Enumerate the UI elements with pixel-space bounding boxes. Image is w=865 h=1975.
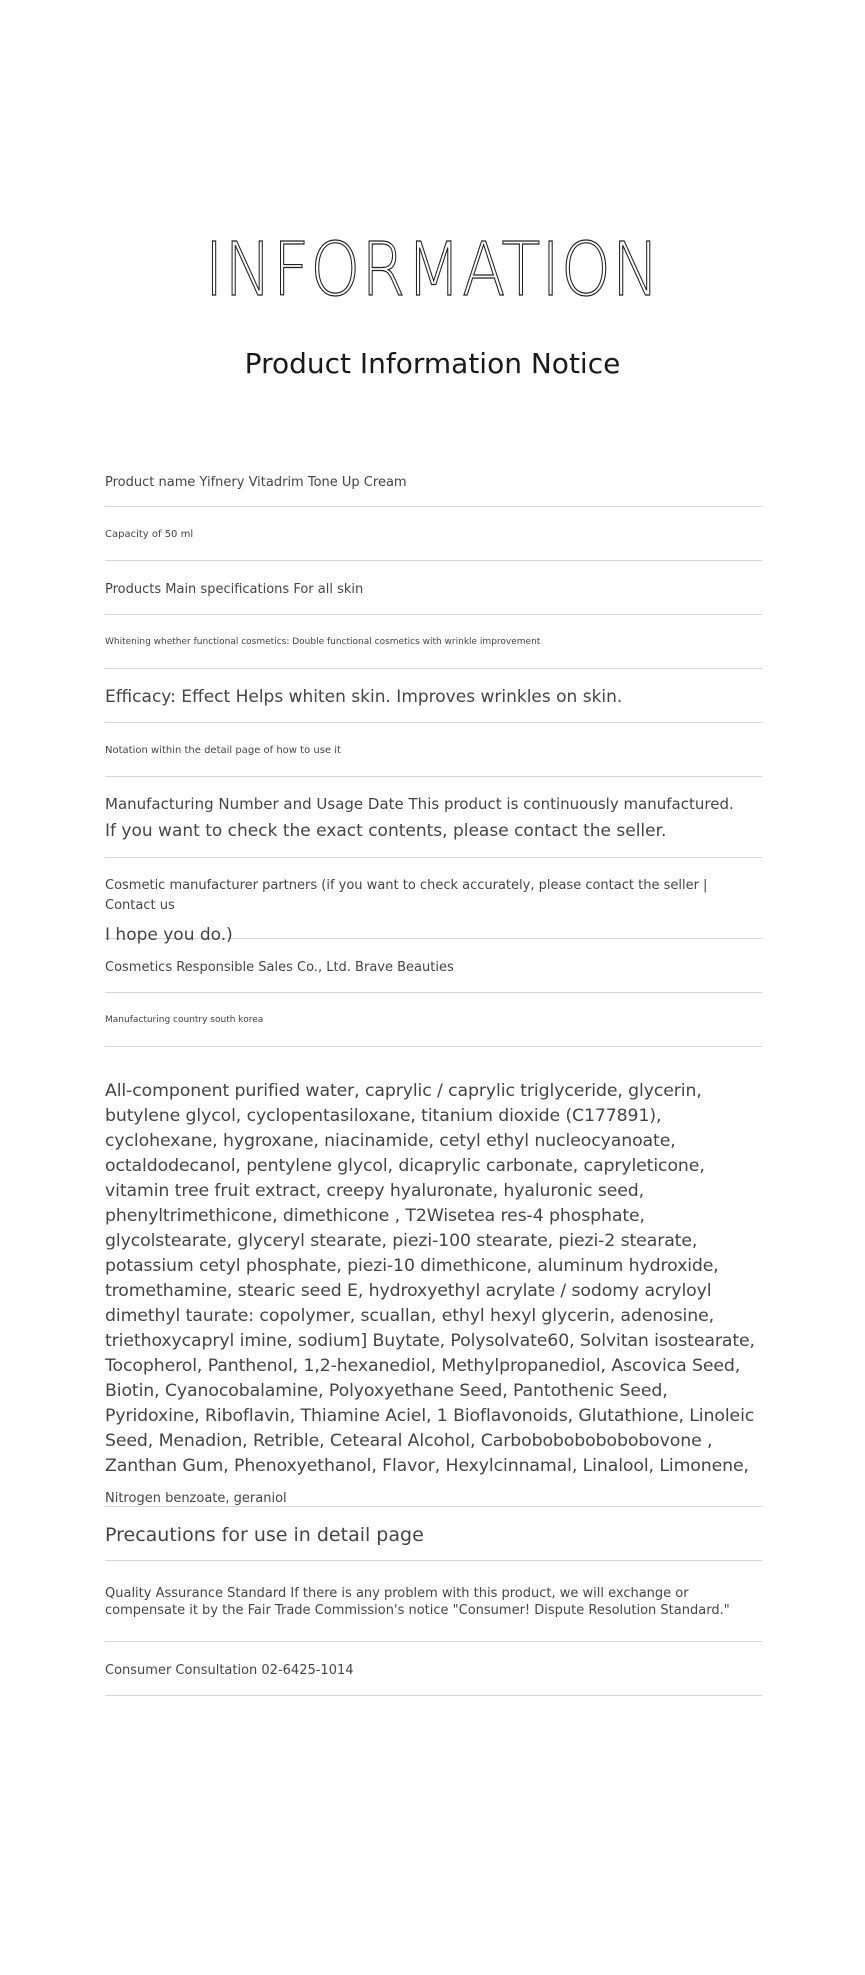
efficacy-text: Efficacy: Effect Helps whiten skin. Improves wrinkles on skin. [105, 687, 623, 707]
quality-text: Quality Assurance Standard If there is any problem with this product, we will exchange or compensate it by the Fair Trade Commission's notice "Consumer! Dispute Resolution Standard." [105, 1586, 730, 1618]
ingredients-text: All-component purified water, caprylic / caprylic triglyceride, glycerin, butylene glycol, cyclopentasiloxane, titanium dioxide (C177891), cyclohexane, hygroxane, niacinamide, cetyl ethyl nucleocyanoate, octaldodecanol, pentylene glycol, dicaprylic carbonate, capryleticone, vitamin tree fruit extract, creepy hyaluronate, hyaluronic seed, phenyltrimethicone, dimethicone , T2Wisetea res-4 phosphate, glycolstearate, glyceryl stearate, piezi-100 stearate, piezi-2 stearate, potassium cetyl phosphate, piezi-10 dimethicone, aluminum hydroxide, tromethamine, stearic seed E, hydroxyethyl acrylate / sodomy acryloyl dimethyl taurate: copolymer, scuallan, ethyl hexyl glycerin, adenosine, triethoxycapryl imine, sodium] Buytate, Polysolvate60, Solvitan isostearate, Tocopherol, Panthenol, 1,2-hexanediol, Methylpropanediol, Ascovica Seed, Biotin, Cyanocobalamine, Polyoxyethane Seed, Pantothenic Seed, Pyridoxine, Riboflavin, Thiamine Aciel, 1 Bioflavonoids, Glutathione, Linoleic Seed, Menadion, Retrible, Cetearal Alcohol, Carbobobobobobobovone , Zanthan Gum, Phenoxyethanol, Flavor, Hexylcinnamal, Linalool, Limonene, [105, 1081, 755, 1476]
row-quality [105, 1561, 762, 1642]
country-text: Manufacturing country south korea [105, 1015, 264, 1025]
row-notation [105, 723, 762, 777]
ingredients-tail-text: Nitrogen benzoate, geraniol [105, 1491, 287, 1506]
row-whitening [105, 615, 762, 669]
product-info-list [105, 466, 762, 1696]
specs-text: Products Main specifications For all skin [105, 582, 364, 597]
precautions-text: Precautions for use in detail page [105, 1524, 424, 1546]
consultation-text: Consumer Consultation 02-6425-1014 [105, 1663, 354, 1678]
row-consultation [105, 1642, 762, 1696]
row-ingredients [105, 1047, 762, 1507]
row-sales [105, 939, 762, 993]
page-title: INFORMATION [204, 227, 661, 313]
whitening-text: Whitening whether functional cosmetics: Double functional cosmetics with wrinkle improvement [105, 637, 541, 647]
product-name-text: Product name Yifnery Vitadrim Tone Up Cream [105, 475, 407, 490]
notation-text: Notation within the detail page of how to use it [105, 745, 341, 756]
manufacturing-text-1: Manufacturing Number and Usage Date This product is continuously manufactured. [105, 795, 734, 813]
row-product-name [105, 466, 762, 507]
row-partners [105, 858, 762, 945]
partners-text-2: I hope you do.) [105, 925, 233, 945]
row-efficacy [105, 669, 762, 723]
capacity-text: Capacity of 50 ml [105, 529, 194, 540]
row-manufacturing [105, 777, 762, 858]
hero-header [0, 228, 865, 382]
row-specs [105, 561, 762, 615]
manufacturing-text-2: If you want to check the exact contents, please contact the seller. [105, 821, 667, 841]
sales-text: Cosmetics Responsible Sales Co., Ltd. Brave Beauties [105, 960, 454, 975]
partners-text-1: Cosmetic manufacturer partners (if you want to check accurately, please contact the seller | Contact us [105, 878, 708, 913]
row-country [105, 993, 762, 1047]
page-subtitle: Product Information Notice [244, 347, 621, 380]
row-capacity [105, 507, 762, 561]
row-precautions [105, 1507, 762, 1561]
